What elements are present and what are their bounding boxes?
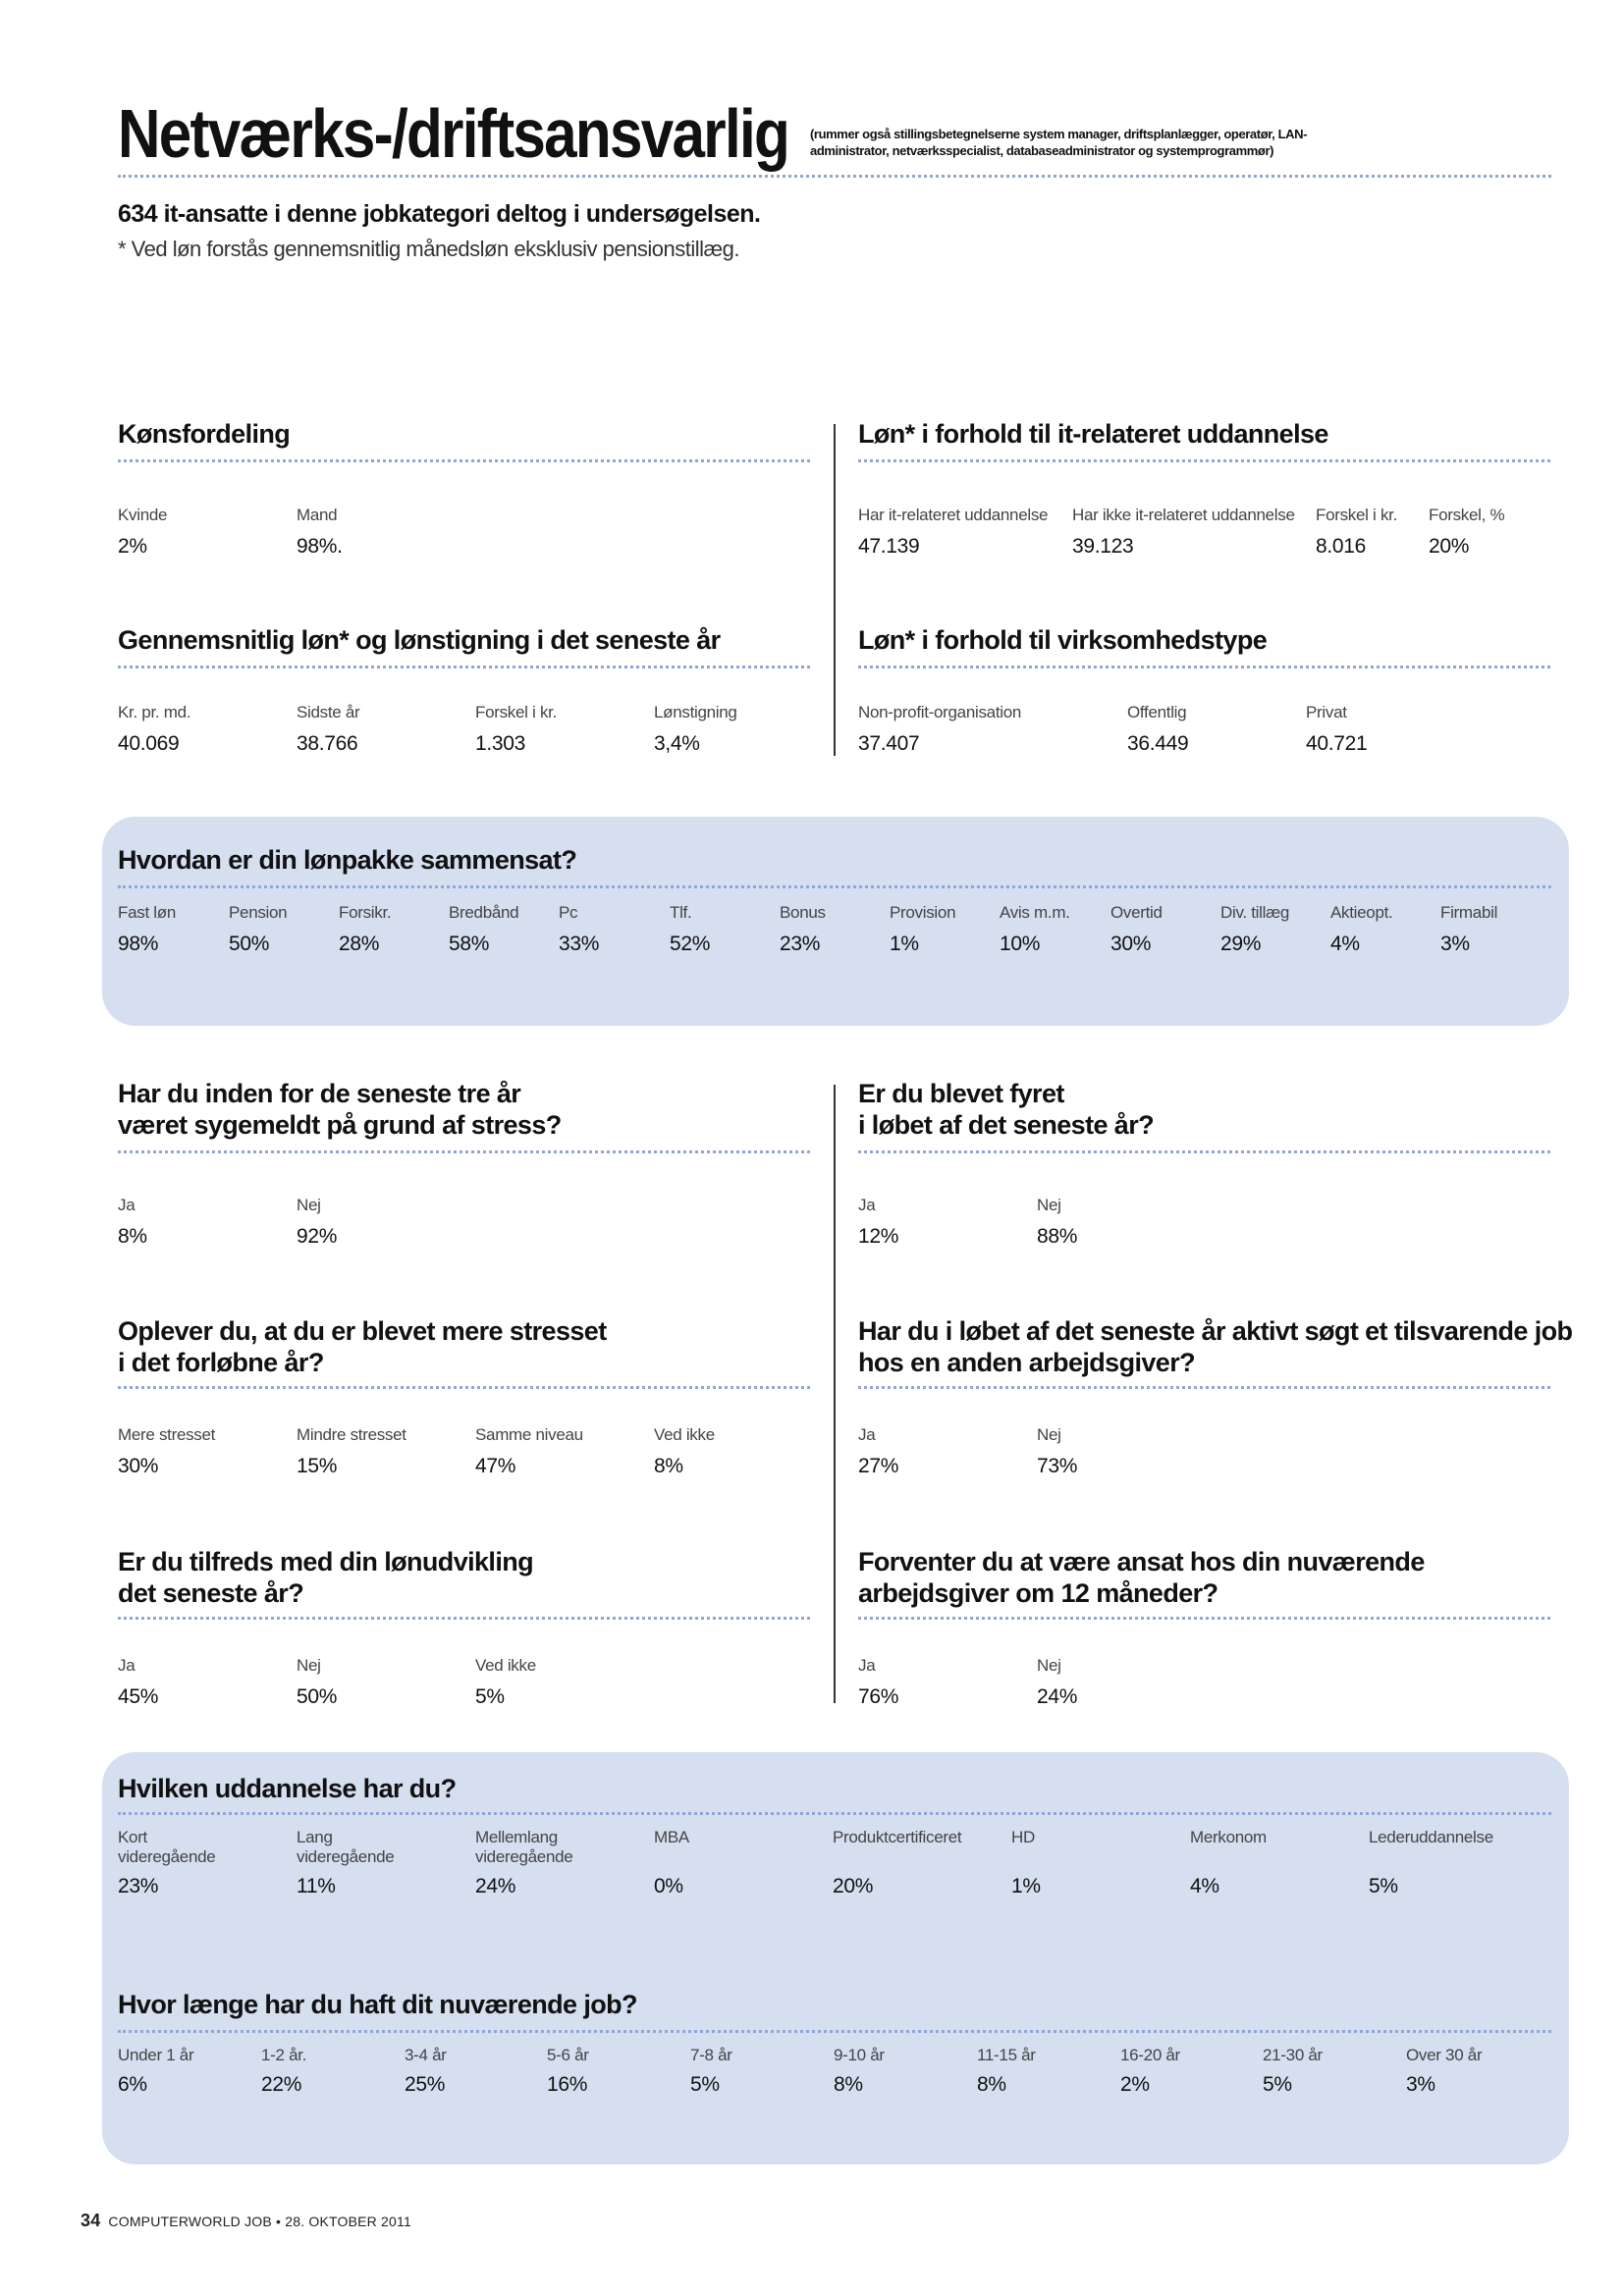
salary-satisfaction-value: 50% [297,1685,338,1708]
education-value: 5% [1369,1875,1398,1897]
package-title: Hvordan er din lønpakke sammensat? [118,845,577,875]
tenure-value: 3% [1406,2073,1435,2096]
tenure-divider [118,2030,1551,2033]
package-value: 4% [1330,933,1360,955]
package-label: Aktieopt. [1330,903,1393,922]
avg-salary-divider [118,666,810,668]
package-label: Provision [890,903,956,922]
avg-salary-label: Forskel i kr. [475,703,558,721]
salary-education-label: Forskel, % [1429,506,1505,524]
job-search-value: 73% [1037,1455,1078,1477]
education-value: 4% [1190,1875,1219,1897]
stay-title-line: arbejdsgiver om 12 måneder? [858,1578,1218,1608]
salary-education-value: 39.123 [1072,535,1134,558]
fired-title-line: Er du blevet fyret [858,1079,1064,1108]
more-stressed-value: 15% [297,1455,338,1477]
salary-satisfaction-label: Nej [297,1656,321,1675]
stress-sick-title-line: Har du inden for de seneste tre år [118,1079,521,1108]
footer-separator: • [276,2214,282,2229]
salary-company-title: Løn* i forhold til virksomhedstype [858,625,1268,655]
education-value: 11% [297,1875,336,1897]
salary-education-label: Har ikke it-relateret uddannelse [1072,506,1295,524]
stress-sick-label: Nej [297,1196,321,1214]
intro-text: 634 it-ansatte i denne jobkategori deltog i undersøgelsen. [118,200,761,228]
package-label: Pension [229,903,288,922]
issue-date: 28. OKTOBER 2011 [285,2214,411,2229]
tenure-label: 21-30 år [1263,2046,1323,2064]
tenure-value: 5% [690,2073,720,2096]
education-label-line: Kort [118,1828,147,1846]
education-label [475,1828,572,1867]
gender-value: 2% [118,535,147,558]
column-divider-middle [834,1085,836,1703]
stress-sick-label: Ja [118,1196,135,1214]
education-label: Lederuddannelse [1369,1828,1493,1846]
salary-satisfaction-label: Ved ikke [475,1656,536,1675]
package-label: Avis m.m. [1000,903,1070,922]
fired-title [858,1078,1154,1141]
package-label: Bredbånd [449,903,519,922]
tenure-label: 16-20 år [1120,2046,1180,2064]
stress-sick-title [118,1078,562,1141]
education-value: 23% [118,1875,159,1897]
salary-education-value: 20% [1429,535,1470,558]
stay-label: Nej [1037,1656,1061,1675]
education-value: 0% [654,1875,683,1897]
salary-satisfaction-title [118,1546,533,1609]
package-label: Fast løn [118,903,177,922]
gender-divider [118,459,810,462]
tenure-value: 5% [1263,2073,1292,2096]
education-label [118,1828,215,1867]
tenure-label: Over 30 år [1406,2046,1483,2064]
package-value: 33% [559,933,600,955]
tenure-value: 8% [977,2073,1006,2096]
stay-label: Ja [858,1656,876,1675]
salary-company-label: Offentlig [1127,703,1187,721]
avg-salary-value: 3,4% [654,732,700,755]
gender-value: 98%. [297,535,343,558]
gender-label: Mand [297,506,338,524]
salary-company-divider [858,666,1550,668]
stress-sick-value: 92% [297,1225,338,1248]
package-value: 23% [780,933,821,955]
job-search-title-line: hos en anden arbejdsgiver? [858,1348,1195,1377]
avg-salary-value: 38.766 [297,732,358,755]
salary-company-value: 40.721 [1306,732,1368,755]
publication-name: COMPUTERWORLD JOB [108,2214,272,2229]
fired-value: 88% [1037,1225,1078,1248]
education-divider [118,1812,1551,1815]
salary-satisfaction-value: 5% [475,1685,505,1708]
stay-title-line: Forventer du at være ansat hos din nuværende [858,1547,1425,1576]
tenure-value: 6% [118,2073,147,2096]
salary-satisfaction-title-line: Er du tilfreds med din lønudvikling [118,1547,534,1576]
column-divider-top [834,424,836,756]
fired-title-line: i løbet af det seneste år? [858,1110,1154,1140]
stress-sick-title-line: været sygemeldt på grund af stress? [118,1110,562,1140]
more-stressed-title-line: Oplever du, at du er blevet mere stresset [118,1316,607,1346]
tenure-value: 8% [834,2073,863,2096]
salary-company-label: Non-profit-organisation [858,703,1022,721]
education-label-line: Mellemlang [475,1828,558,1846]
avg-salary-label: Sidste år [297,703,360,721]
tenure-value: 2% [1120,2073,1150,2096]
education-label: Produktcertificeret [833,1828,962,1846]
salary-company-value: 37.407 [858,732,920,755]
job-search-title-line: Har du i løbet af det seneste år aktivt søgt et tilsvarende job [858,1316,1573,1346]
gender-title: Kønsfordeling [118,419,291,449]
package-label: Overtid [1110,903,1163,922]
package-label: Forsikr. [339,903,392,922]
page-title: Netværks-/driftsansvarlig [118,95,789,172]
tenure-label: 1-2 år. [261,2046,307,2064]
salary-satisfaction-divider [118,1617,810,1620]
education-label: Merkonom [1190,1828,1267,1846]
salary-education-divider [858,459,1550,462]
footnote-text: * Ved løn forstås gennemsnitlig månedsløn eksklusiv pensionstillæg. [118,237,739,261]
tenure-value: 16% [547,2073,588,2096]
avg-salary-label: Lønstigning [654,703,737,721]
education-label-line: videregående [297,1847,395,1866]
stress-sick-value: 8% [118,1225,147,1248]
more-stressed-title [118,1315,607,1378]
stay-title [858,1546,1425,1609]
education-value: 1% [1011,1875,1041,1897]
tenure-label: 9-10 år [834,2046,885,2064]
fired-value: 12% [858,1225,899,1248]
more-stressed-label: Ved ikke [654,1425,715,1444]
stay-value: 24% [1037,1685,1078,1708]
avg-salary-value: 40.069 [118,732,180,755]
package-value: 1% [890,933,919,955]
more-stressed-value: 30% [118,1455,159,1477]
more-stressed-label: Mindre stresset [297,1425,406,1444]
package-value: 58% [449,933,490,955]
gender-label: Kvinde [118,506,168,524]
salary-education-title: Løn* i forhold til it-relateret uddannelse [858,419,1328,449]
package-value: 28% [339,933,380,955]
job-search-value: 27% [858,1455,899,1477]
education-value: 20% [833,1875,874,1897]
package-value: 50% [229,933,270,955]
job-search-divider [858,1386,1550,1389]
salary-education-label: Forskel i kr. [1316,506,1398,524]
job-search-label: Nej [1037,1425,1061,1444]
more-stressed-divider [118,1386,810,1389]
package-value: 52% [670,933,711,955]
tenure-label: 7-8 år [690,2046,732,2064]
package-value: 30% [1110,933,1152,955]
package-divider [118,885,1551,888]
salary-satisfaction-title-line: det seneste år? [118,1578,304,1608]
tenure-label: 3-4 år [405,2046,447,2064]
more-stressed-value: 47% [475,1455,516,1477]
stay-value: 76% [858,1685,899,1708]
tenure-value: 22% [261,2073,302,2096]
education-label: HD [1011,1828,1035,1846]
salary-education-label: Har it-relateret uddannelse [858,506,1049,524]
education-value: 24% [475,1875,516,1897]
package-value: 98% [118,933,159,955]
package-value: 29% [1220,933,1262,955]
package-value: 10% [1000,933,1041,955]
job-search-label: Ja [858,1425,876,1444]
tenure-title: Hvor længe har du haft dit nuværende job? [118,1990,637,2019]
tenure-label: Under 1 år [118,2046,194,2064]
more-stressed-title-line: i det forløbne år? [118,1348,324,1377]
package-label: Bonus [780,903,826,922]
education-title: Hvilken uddannelse har du? [118,1774,457,1803]
package-label: Firmabil [1440,903,1498,922]
more-stressed-value: 8% [654,1455,683,1477]
avg-salary-title: Gennemsnitlig løn* og lønstigning i det seneste år [118,625,721,655]
salary-company-label: Privat [1306,703,1347,721]
package-label: Div. tillæg [1220,903,1290,922]
package-label: Tlf. [670,903,692,922]
education-label [297,1828,394,1867]
education-label-line: videregående [475,1847,573,1866]
salary-education-value: 47.139 [858,535,920,558]
salary-company-value: 36.449 [1127,732,1189,755]
package-value: 3% [1440,933,1470,955]
education-label-line: Lang [297,1828,333,1846]
page-number: 34 [81,2211,101,2230]
header-divider [118,175,1551,178]
avg-salary-value: 1.303 [475,732,526,755]
fired-label: Nej [1037,1196,1061,1214]
fired-label: Ja [858,1196,876,1214]
tenure-value: 25% [405,2073,446,2096]
education-label: MBA [654,1828,689,1846]
salary-education-value: 8.016 [1316,535,1367,558]
fired-divider [858,1150,1550,1153]
stay-divider [858,1617,1550,1620]
more-stressed-label: Samme niveau [475,1425,583,1444]
package-label: Pc [559,903,578,922]
stress-sick-divider [118,1150,810,1153]
salary-satisfaction-value: 45% [118,1685,159,1708]
education-label-line: videregående [118,1847,216,1866]
tenure-label: 11-15 år [977,2046,1036,2064]
more-stressed-label: Mere stresset [118,1425,216,1444]
title-note: (rummer også stillingsbetegnelserne system manager, driftsplanlægger, operatør, LAN-administrator, netværksspecialist, databaseadministrator og systemprogrammør) [810,127,1308,158]
page-footer [81,2211,411,2231]
job-search-title [858,1315,1572,1378]
salary-satisfaction-label: Ja [118,1656,135,1675]
tenure-label: 5-6 år [547,2046,589,2064]
avg-salary-label: Kr. pr. md. [118,703,191,721]
